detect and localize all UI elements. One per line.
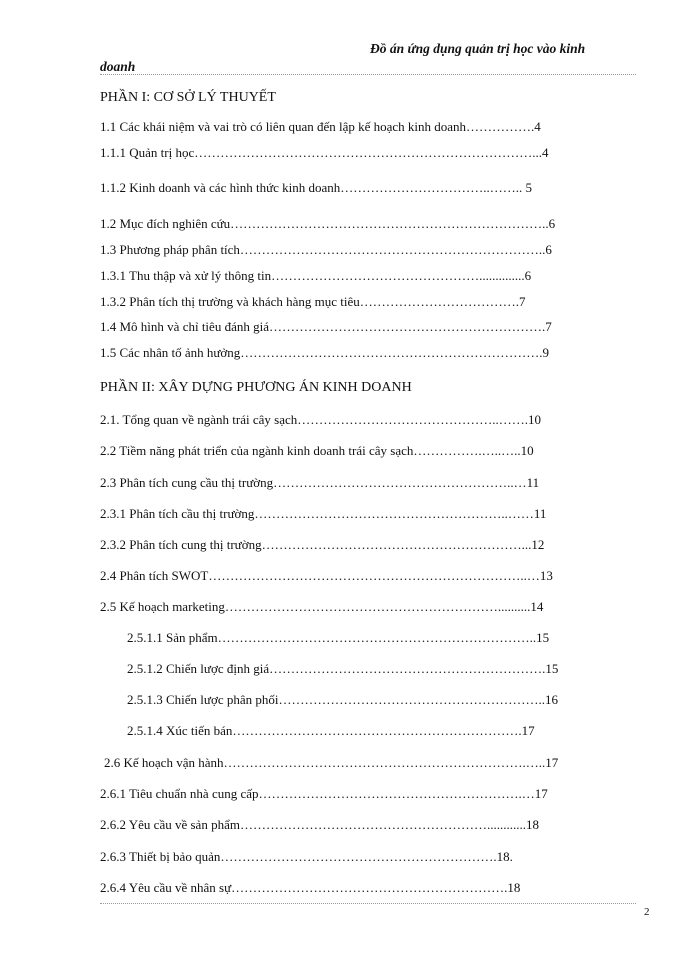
toc-entry: 2.1. Tổng quan về ngành trái cây sạch………………………………………..…….10 — [100, 412, 541, 427]
toc-entry: 1.2 Mục đích nghiên cứu………………………………………………………………..6 — [100, 216, 556, 231]
toc-entry: 1.1.1 Quản trị học……………………………………………………………………...4 — [100, 145, 549, 160]
toc-entry: 1.3 Phương pháp phân tích……………………………………………………………..6 — [100, 242, 552, 257]
running-header-title-continued: doanh — [100, 59, 136, 74]
toc-entry: 2.5 Kế hoạch marketing………………………………………………………..........14 — [100, 599, 544, 614]
toc-part-heading: PHẦN I: CƠ SỞ LÝ THUYẾT — [100, 90, 276, 105]
toc-entry: 2.3.1 Phân tích cầu thị trường…………………………………………………..……11 — [100, 506, 547, 521]
toc-entry: 2.2 Tiềm năng phát triển của ngành kinh doanh trái cây sạch…………….…..…..10 — [100, 443, 534, 458]
toc-entry: 2.3.2 Phân tích cung thị trường……………………………………………………...12 — [100, 537, 545, 552]
toc-part-heading: PHẦN II: XÂY DỰNG PHƯƠNG ÁN KINH DOANH — [100, 380, 412, 395]
toc-entry: 1.1.2 Kinh doanh và các hình thức kinh doanh……………………………..…….. 5 — [100, 180, 533, 195]
toc-entry: 2.6.3 Thiết bị bảo quản……………………………………………………….18. — [100, 849, 513, 864]
header-divider — [100, 74, 636, 75]
toc-entry: 1.3.1 Thu thập và xử lý thông tin…………………………………………..............6 — [100, 268, 532, 283]
toc-subentry: 2.5.1.3 Chiến lược phân phối……………………………………………………..16 — [127, 692, 558, 707]
running-header-title: Đồ án ứng dụng quản trị học vào kinh — [370, 41, 586, 56]
toc-entry: 2.4 Phân tích SWOT………………………………………………………………..…13 — [100, 568, 553, 583]
toc-entry: 2.6.4 Yêu cầu về nhân sự……………………………………………………….18 — [100, 880, 521, 895]
footer-divider — [100, 903, 636, 904]
page-number: 2 — [644, 906, 650, 918]
toc-subentry: 2.5.1.4 Xúc tiến bán………………………………………………………….17 — [127, 723, 535, 738]
toc-entry: 1.1 Các khái niệm và vai trò có liên quan đến lập kế hoạch kinh doanh…………….4 — [100, 119, 541, 134]
toc-entry: 2.6 Kế hoạch vận hành…………………………………………………………….…..17 — [104, 755, 559, 770]
toc-entry: 1.4 Mô hình và chỉ tiêu đánh giá……………………………………………………….7 — [100, 319, 552, 334]
toc-entry: 2.6.2 Yêu cầu về sản phẩm…………………………………………………............18 — [100, 817, 539, 832]
toc-subentry: 2.5.1.2 Chiến lược định giá……………………………………………………….15 — [127, 661, 559, 676]
toc-subentry: 2.5.1.1 Sản phẩm………………………………………………………………..15 — [127, 630, 550, 645]
toc-entry: 1.5 Các nhân tố ảnh hưởng…………………………………………………………….9 — [100, 345, 550, 360]
toc-entry: 1.3.2 Phân tích thị trường và khách hàng mục tiêu……………………………….7 — [100, 294, 526, 309]
toc-entry: 2.6.1 Tiêu chuẩn nhà cung cấp…………………………………………………….…17 — [100, 786, 548, 801]
toc-entry: 2.3 Phân tích cung cầu thị trường………………………………………………..…11 — [100, 475, 540, 490]
